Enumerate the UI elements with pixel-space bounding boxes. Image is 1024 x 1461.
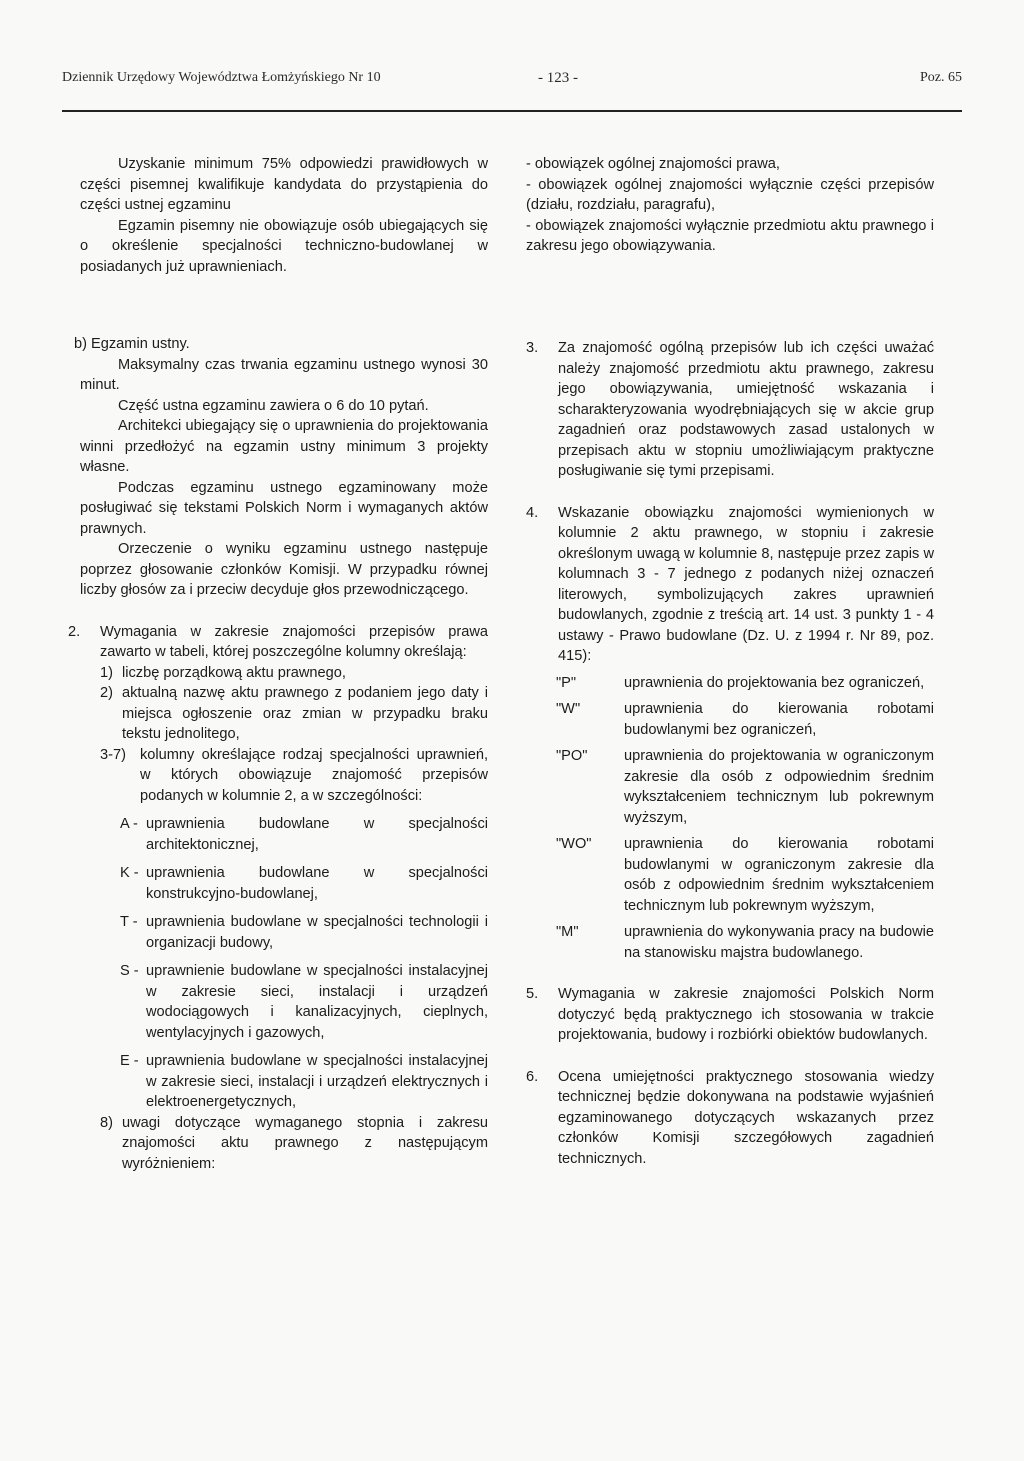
specialty-item	[120, 1051, 488, 1113]
position-number: Poz. 65	[920, 70, 962, 85]
page-number: - 123 -	[538, 70, 578, 86]
list-item-key: 3-7)	[100, 746, 126, 763]
specialty-code: K -	[120, 865, 139, 881]
oral-exam-norms: Podczas egzaminu ustnego egzaminowany może posługiwać się tekstami Polskich Norm i wymaganych aktów prawnych.	[80, 479, 488, 537]
left-column-main	[68, 334, 488, 1174]
oral-exam-heading: b) Egzamin ustny.	[74, 336, 190, 352]
specialty-item	[120, 863, 488, 904]
code-text: uprawnienia do projektowania bez ograniczeń,	[624, 674, 925, 691]
dash-item: - obowiązek znajomości wyłącznie przedmiotu aktu prawnego i zakresu jego obowiązywania.	[526, 217, 934, 254]
section-5-number: 5.	[526, 986, 539, 1002]
section-2-number: 2.	[68, 623, 81, 640]
section-3	[526, 338, 934, 482]
section-3-text: Za znajomość ogólną przepisów lub ich części uważać należy znajomość przedmiotu aktu prawnego, zakresu jego obowiązywania, umiejętność wskazania i scharakteryzowania wyodrębniających się w akcie grup zagadnień oraz podstawowych zasad ustalonych w przepisach aktu w stopniu umożliwiającym praktyczne posługiwanie się tymi przepisami.	[558, 340, 934, 479]
list-item	[100, 683, 488, 745]
list-item-text: liczbę porządkową aktu prawnego,	[122, 664, 346, 681]
code-item	[556, 746, 934, 828]
list-item	[100, 663, 488, 684]
code-label: "P"	[556, 674, 577, 691]
specialty-code: S -	[120, 963, 139, 979]
section-5	[526, 984, 934, 1046]
list-item-text: kolumny określające rodzaj specjalności uprawnień, w których obowiązuje znajomość przepisów podanych w kolumnie 2, a w szczególności:	[140, 746, 488, 804]
code-item	[556, 922, 934, 963]
section-4-number: 4.	[526, 504, 539, 521]
dash-item: - obowiązek ogólnej znajomości prawa,	[526, 156, 780, 172]
list-item-text: uwagi dotyczące wymaganego stopnia i zakresu znajomości aktu prawnego z następującym wyróżnieniem:	[122, 1114, 488, 1172]
code-label: "M"	[556, 924, 579, 940]
dash-item: - obowiązek ogólnej znajomości wyłącznie części przepisów (działu, rozdziału, paragrafu),	[526, 176, 934, 213]
specialty-text: uprawnienia budowlane w specjalności instalacyjnej w zakresie sieci, instalacji i urządzeń elektrycznych i elektroenergetycznych,	[146, 1053, 488, 1110]
section-2	[68, 622, 488, 663]
oral-exam-questions: Część ustna egzaminu zawiera o 6 do 10 pytań.	[118, 397, 429, 414]
page-header	[62, 70, 962, 92]
specialty-text: uprawnienia budowlane w specjalności technologii i organizacji budowy,	[146, 914, 488, 951]
right-column-top	[526, 154, 934, 257]
list-item-text: aktualną nazwę aktu prawnego z podaniem jego daty i miejsca ogłoszenie oraz zmian w przypadku braku tekstu jednolitego,	[122, 685, 488, 742]
code-item	[556, 673, 934, 694]
list-item	[100, 745, 488, 807]
specialty-text: uprawnienie budowlane w specjalności instalacyjnej w zakresie sieci, instalacji i urządzeń wodociągowych i kanalizacyjnych, cieplnych, wentylacyjnych i gazowych,	[146, 963, 488, 1041]
section-5-text: Wymagania w zakresie znajomości Polskich Norm dotyczyć będą praktycznego ich stosowania w trakcie projektowania, budowy i rozbiórki obiektów budowlanych.	[558, 986, 934, 1043]
section-6-text: Ocena umiejętności praktycznego stosowania wiedzy technicznej będzie dokonywana na podstawie wyjaśnień egzaminowanego dotyczących wskazanych przez członków Komisji szczegółowych zagadnień technicznych.	[558, 1068, 934, 1167]
section-4	[526, 503, 934, 667]
code-label: "W"	[556, 701, 581, 717]
code-label: "PO"	[556, 748, 588, 764]
section-3-number: 3.	[526, 340, 539, 356]
specialty-text: uprawnienia budowlane w specjalności architektonicznej,	[146, 816, 488, 853]
code-label: "WO"	[556, 836, 592, 852]
right-column-main	[526, 338, 934, 1169]
list-item-key: 8)	[100, 1114, 113, 1131]
specialty-code: E -	[120, 1053, 139, 1069]
code-item	[556, 699, 934, 740]
specialty-item	[120, 912, 488, 953]
left-column-top	[80, 154, 488, 277]
list-item-key: 2)	[100, 685, 113, 701]
section-2-text: Wymagania w zakresie znajomości przepisów prawa zawarto w tabeli, której poszczególne kolumny określają:	[100, 623, 488, 660]
code-text: uprawnienia do projektowania w ograniczonym zakresie dla osób z odpowiednim średnim wykształceniem technicznym lub pokrewnym wyższym,	[624, 748, 934, 826]
list-item-key: 1)	[100, 664, 113, 681]
code-text: uprawnienia do wykonywania pracy na budowie na stanowisku majstra budowlanego.	[624, 924, 934, 961]
specialty-code: T -	[120, 914, 138, 930]
section-4-text: Wskazanie obowiązku znajomości wymienionych w kolumnie 2 aktu prawnego, w stopniu i zakresie określonym uwagą w kolumnie 8, następuje przez zapis w kolumnach 3 - 7 jednego z podanych niżej oznaczeń literowych, symbolizujących zakres uprawnień budowlanych, zgodnie z treścią art. 14 ust. 3 punkty 1 - 4 ustawy - Prawo budowlane (Dz. U. z 1994 r. Nr 89, poz. 415):	[558, 504, 934, 664]
section-6-number: 6.	[526, 1068, 539, 1085]
code-text: uprawnienia do kierowania robotami budowlanymi w ograniczonym zakresie dla osób z odpowiednim średnim wykształceniem technicznym lub pokrewnym wyższym,	[624, 836, 934, 914]
specialty-item	[120, 814, 488, 855]
specialty-item	[120, 961, 488, 1043]
intro-paragraph-1: Uzyskanie minimum 75% odpowiedzi prawidłowych w części pisemnej kwalifikuje kandydata do przystąpienia do części ustnej egzaminu	[80, 156, 488, 213]
specialty-code: A -	[120, 816, 138, 832]
specialty-text: uprawnienia budowlane w specjalności konstrukcyjno-budowlanej,	[146, 865, 488, 902]
code-item	[556, 834, 934, 916]
code-text: uprawnienia do kierowania robotami budowlanymi bez ograniczeń,	[624, 701, 934, 738]
header-rule	[62, 110, 962, 112]
list-item	[100, 1113, 488, 1175]
journal-title: Dziennik Urzędowy Województwa Łomżyńskiego Nr 10	[62, 70, 381, 85]
intro-paragraph-2: Egzamin pisemny nie obowiązuje osób ubiegających się o określenie specjalności techniczno-budowlanej w posiadanych już uprawnieniach.	[80, 217, 488, 275]
section-6	[526, 1067, 934, 1170]
oral-exam-verdict: Orzeczenie o wyniku egzaminu ustnego następuje poprzez głosowanie członków Komisji. W przypadku równej liczby głosów za i przeciw decyduje głos przewodniczącego.	[80, 541, 488, 598]
oral-exam-duration: Maksymalny czas trwania egzaminu ustnego wynosi 30 minut.	[80, 356, 488, 393]
oral-exam-projects: Architekci ubiegający się o uprawnienia do projektowania winni przedłożyć na egzamin ustny minimum 3 projekty własne.	[80, 418, 488, 475]
